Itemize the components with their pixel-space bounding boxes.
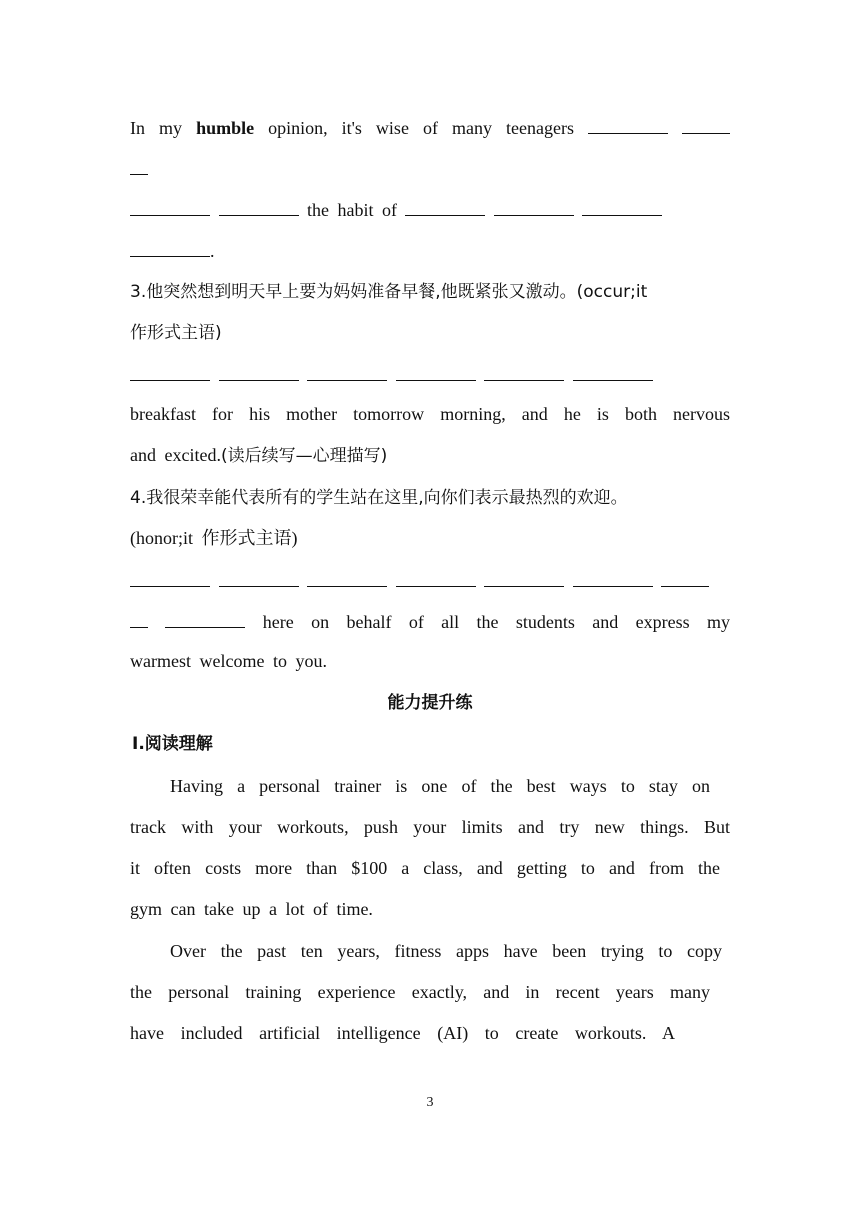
passage-p1-line-4: gym can take up a lot of time. [130,899,373,919]
page-number: 3 [426,1095,434,1110]
passage-p1-line-2: track with your workouts, push your limits and try new things. But [130,817,730,837]
question-3-blanks [130,362,730,386]
passage-p1-line-3: it often costs more than $100 a class, and getting to and from the [130,858,720,878]
exercise-2-line-4 [130,238,730,262]
answer-blank[interactable] [130,568,210,587]
passage-p1-line-1: Having a personal trainer is one of the best ways to stay on [170,776,710,796]
question-4-prompt: 4.我很荣幸能代表所有的学生站在这里,向你们表示最热烈的欢迎。 [130,488,628,508]
answer-blank[interactable] [682,115,730,134]
section-title: 能力提升练 [387,693,473,713]
answer-blank[interactable] [130,362,210,381]
keyword-bold: humble [196,118,255,138]
answer-blank[interactable] [396,568,476,587]
period: . [210,241,215,261]
answer-blank[interactable] [307,362,387,381]
passage-p2-line-3: have included artificial intelligence (AI) to create workouts. A [130,1023,675,1043]
source-note: (读后续写—心理描写) [220,446,388,466]
exercise-2-line-3 [130,197,662,221]
question-4-answer-line-1: here on behalf of all the students and express my [130,609,730,633]
answer-blank[interactable] [130,197,210,216]
subsection-title: Ⅰ.阅读理解 [132,734,213,754]
answer-blank[interactable] [661,568,709,587]
question-4-prompt-cont: (honor;it 作形式主语) [130,528,298,548]
answer-blank[interactable] [130,609,148,628]
exercise-2-line-1 [130,115,730,139]
answer-blank[interactable] [582,197,662,216]
answer-blank[interactable] [573,568,653,587]
question-4-blanks [130,568,730,592]
sentence-text: In my [130,118,183,138]
answer-blank[interactable] [573,362,653,381]
question-3-answer-line-2: and excited.(读后续写—心理描写) [130,445,388,466]
answer-blank[interactable] [588,115,668,134]
answer-blank[interactable] [165,609,245,628]
question-3-prompt-cont: 作形式主语) [130,323,222,343]
passage-p2-line-1: Over the past ten years, fitness apps have been trying to copy [170,941,722,961]
sentence-text: the habit of [307,200,397,220]
answer-blank[interactable] [494,197,574,216]
answer-blank[interactable] [307,568,387,587]
answer-blank[interactable] [219,362,299,381]
answer-blank[interactable] [130,156,148,175]
question-4-answer-line-2: warmest welcome to you. [130,651,327,671]
sentence-text: opinion, it's wise of many teenagers [268,118,574,138]
question-3-answer-line-1: breakfast for his mother tomorrow morning, and he is both nervous [130,404,730,424]
answer-blank[interactable] [484,362,564,381]
question-3-prompt: 3.他突然想到明天早上要为妈妈准备早餐,他既紧张又激动。(occur;it [130,282,648,302]
answer-blank[interactable] [396,362,476,381]
answer-blank[interactable] [219,197,299,216]
exercise-2-line-2 [130,156,730,180]
answer-blank[interactable] [130,238,210,257]
answer-blank[interactable] [219,568,299,587]
passage-p2-line-2: the personal training experience exactly, and in recent years many [130,982,710,1002]
answer-blank[interactable] [405,197,485,216]
answer-blank[interactable] [484,568,564,587]
